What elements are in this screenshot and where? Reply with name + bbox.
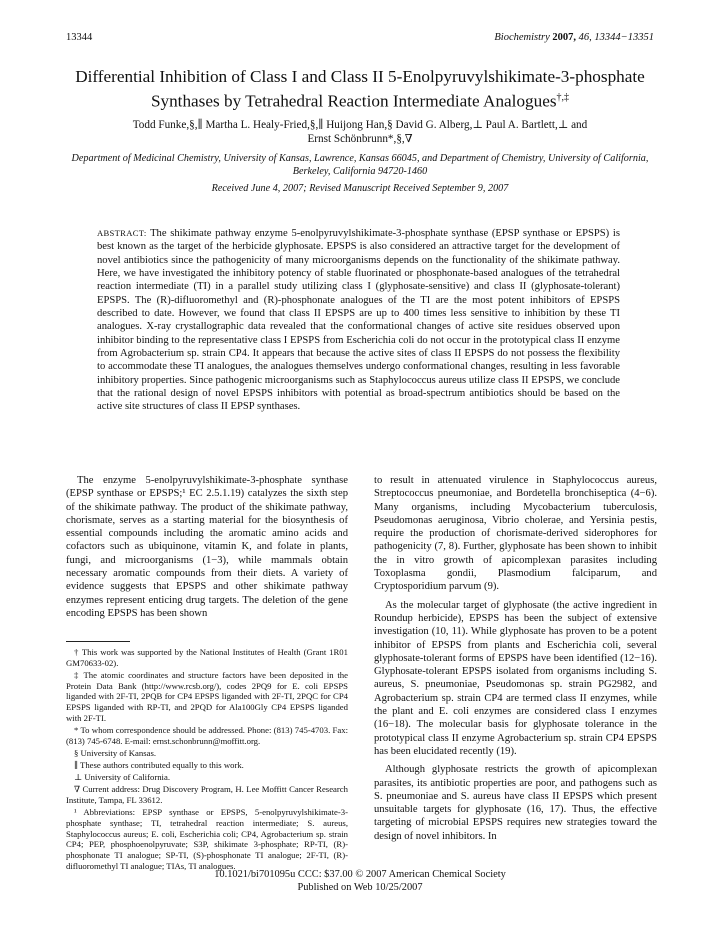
published-date: Published on Web 10/25/2007 — [297, 882, 423, 893]
doi-line: 10.1021/bi701095u CCC: $37.00 © 2007 American Chemical Society — [214, 869, 506, 880]
journal-name: Biochemistry — [494, 32, 550, 43]
journal-volume-pages: 46, 13344−13351 — [578, 32, 654, 43]
author-line-2: Ernst Schönbrunn*,§,∇ — [307, 133, 413, 145]
footnotes — [66, 647, 348, 873]
page-number: 13344 — [66, 32, 93, 43]
footnote: ∇ Current address: Drug Discovery Program, H. Lee Moffitt Cancer Research Institute, Tampa, FL 33612. — [66, 784, 348, 806]
body-paragraph: As the molecular target of glyphosate (the active ingredient in Roundup herbicide), EPSPS has been the subject of extensive investigation (10, 11). While glyphosate has proven to be a potent inhibitor of EPSPS from plants and Escherichia coli, several glyphosate-tolerant forms of EPSPS have been identified (12−16). Glyphosate-tolerant EPSPS isolated from organisms including S. aureus, S. pneumoniae, Pseudomonas sp. strain PG2982, and Agrobacterium sp. strain CP4 are termed class II enzymes, while the plant and E. coli enzymes are considered class I enzymes (16−18). The molecular basis for glyphosate tolerance in the prototypical class II enzyme Agrobacterium sp. strain CP4 EPSPS has been elucidated recently (19). — [374, 599, 657, 757]
footnote: ⊥ University of California. — [74, 772, 170, 783]
body-paragraph: to result in attenuated virulence in Staphylococcus aureus, Streptococcus pneumoniae, and Bordetella bronchiseptica (4−6). Many organisms, including Mycobacterium tuberculosis, Pseudomonas aeruginosa, Vibrio cholerae, and Yersinia pestis, require the production of chorismate-derived siderophores for pathogenicity (7, 8). Further, glyphosate has been shown to inhibit the in vitro growth of apicomplexan parasites including Toxoplasma gondii, Plasmodium falciparum, and Cryptosporidium parvum (9). — [374, 475, 657, 593]
body-paragraph: The enzyme 5-enolpyruvylshikimate-3-phosphate synthase (EPSP synthase or EPSPS;¹ EC 2.5.1.19) catalyzes the sixth step of the shikimate pathway. The product of the shikimate pathway, chorismate, serves as a starting material for the biosynthesis of essential compounds including the aromatic amino acids and cofactors such as ubiquinone, vitamin K, and folate in plants, fungi, and microorganisms (1−3), while mammals obtain necessary aromatic compounds from their diets. A variety of evidence suggests that EPSPS and other shikimate pathway enzymes represent enticing drug targets. The deletion of the gene encoding EPSPS has been shown — [66, 475, 348, 619]
body-column-left — [66, 474, 348, 620]
footnote: ‡ The atomic coordinates and structure factors have been deposited in the Protein Data Bank (http://www.rcsb.org/), codes 2PQ9 for E. coli EPSPS liganded with 2F-TI, 2PQB for CP4 EPSPS liganded with 2F-TI, 2PQC for CP4 EPSPS liganded with RP-TI, and 2PQD for Ala100Gly CP4 EPSPS liganded with 2F-TI. — [66, 669, 348, 723]
footnote: § University of Kansas. — [74, 747, 157, 758]
journal-citation — [494, 32, 654, 43]
body-paragraph: Although glyphosate restricts the growth of apicomplexan parasites, its antibiotic properties are poor, and pathogens such as S. pneumoniae and S. aureus have class II EPSPS which present unsuitable targets for glyphosate (16, 17). Thus, the effective targeting of microbial EPSPS requires new strategies toward the design of novel inhibitors. In — [374, 764, 657, 842]
running-header — [66, 32, 654, 46]
body-column-right — [374, 474, 657, 843]
footnote-divider — [66, 641, 130, 642]
abstract-text: The shikimate pathway enzyme 5-enolpyruvylshikimate-3-phosphate synthase (EPSP synthase or EPSPS) is best known as the target of the herbicide glyphosate. EPSPS is also considered an attractive target for the development of novel antibiotics since the pathogenicity of many microorganisms depends on the functionality of the shikimate pathway. Here, we have investigated the inhibitory potency of stable fluorinated or phosphonate-based analogues of the tetrahedral reaction intermediate (TI) in a parallel study utilizing class I (glyphosate-sensitive) and class II (glyphosate-tolerant) EPSPS. The (R)-difluoromethyl and (R)-phosphonate analogues of the TI are the most potent inhibitors of EPSPS described to date. However, we found that class II EPSPS are up to 400 times less sensitive to inhibition by these TI analogues. X-ray crystallographic data revealed that the conformational changes of active site residues observed upon inhibitor binding to the representative class I EPSPS from Escherichia coli do not occur in the prototypical class II enzyme from Agrobacterium sp. strain CP4. It appears that because the active sites of class II EPSPS do not possess the flexibility to accommodate these TI analogues, the analogues themselves undergo conformational changes, resulting in less favorable inhibitory properties. Since pathogenic microorganisms such as Staphylococcus aureus utilize class II EPSPS, we conclude that the rational design of novel EPSPS inhibitors with potential as broad-spectrum antibiotics should be based on the active site structures of class II EPSP synthases. — [97, 228, 620, 413]
journal-year: 2007, — [552, 32, 577, 43]
article-title — [40, 66, 680, 112]
footnote: † This work was supported by the National Institutes of Health (Grant 1R01 GM70633-02). — [66, 647, 348, 668]
author-list — [80, 118, 640, 146]
footnote: ∥ These authors contributed equally to this work. — [74, 760, 244, 771]
abstract-label: ABSTRACT: — [97, 228, 147, 238]
footnote: * To whom correspondence should be addressed. Phone: (813) 745-4703. Fax: (813) 745-6748. E-mail: ernst.schonbrunn@moffitt.org. — [66, 724, 348, 746]
footnote: ¹ Abbreviations: EPSP synthase or EPSPS, 5-enolpyruvylshikimate-3-phosphate synthase; TI, tetrahedral reaction intermediate; S. aureus, Staphylococcus aureus; E. coli, Escherichia coli; CP4, Agrobacterium sp. strain CP4; PEP, phosphoenolpyruvate; S3P, shikimate 3-phosphate; RP-TI, (R)-phosphonate TI analogue; SP-TI, (S)-phosphonate TI analogue; 2F-TI, (R)-difluoromethyl TI analogue; TIAs, TI analogues. — [66, 807, 348, 871]
received-dates: Received June 4, 2007; Revised Manuscript Received September 9, 2007 — [211, 183, 509, 194]
author-line-1: Todd Funke,§,∥ Martha L. Healy-Fried,§,∥ Huijong Han,§ David G. Alberg,⊥ Paul A. Bartlett,⊥ and — [132, 119, 588, 131]
title-footnote-marks: †,‡ — [556, 92, 570, 103]
article-title-text: Differential Inhibition of Class I and Class II 5-Enolpyruvylshikimate-3-phosphate Synthases by Tetrahedral Reaction Intermediate Analogues — [75, 67, 645, 111]
affiliations: Department of Medicinal Chemistry, University of Kansas, Lawrence, Kansas 66045, and Department of Chemistry, University of California, Berkeley, California 94720-1460 — [71, 153, 649, 177]
abstract — [97, 227, 620, 414]
publication-footer — [100, 868, 620, 894]
